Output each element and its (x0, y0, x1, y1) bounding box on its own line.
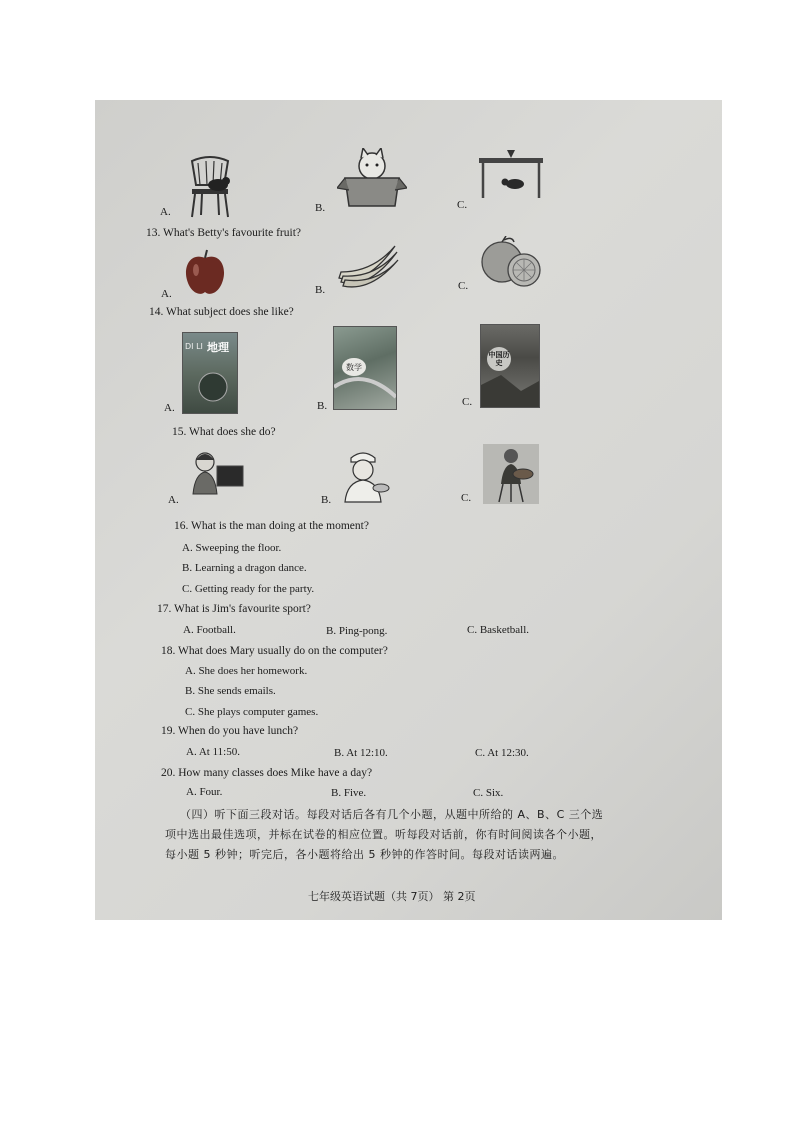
q19-question: 19. When do you have lunch? (161, 725, 299, 737)
q14-question: 14. What subject does she like? (149, 306, 294, 318)
table-with-cat-icon (477, 148, 545, 200)
q18-option-c: C. She plays computer games. (185, 706, 319, 718)
q17-option-b: B. Ping-pong. (326, 625, 388, 637)
bananas-icon (337, 242, 399, 288)
q15-option-c: C. (461, 492, 472, 504)
q19-option-b: B. At 12:10. (334, 747, 388, 759)
chair-with-cat-icon (180, 155, 240, 219)
musician-icon (483, 444, 539, 504)
q13-option-c: C. (458, 280, 469, 292)
q20-option-c: C. Six. (473, 787, 504, 799)
q19-option-c: C. At 12:30. (475, 747, 529, 759)
q18-question: 18. What does Mary usually do on the computer? (161, 645, 388, 657)
exam-page-photo (95, 100, 722, 920)
q20-option-a: A. Four. (186, 786, 223, 798)
q13-option-b: B. (315, 284, 326, 296)
q14-option-a: A. (164, 402, 175, 414)
history-book-title: 中国历史 (488, 351, 510, 367)
apple-icon (183, 248, 227, 296)
geography-book-sub: DI LI (185, 342, 203, 351)
q15-question: 15. What does she do? (172, 426, 276, 438)
q15-option-a: A. (168, 494, 179, 506)
q17-option-c: C. Basketball. (467, 624, 530, 636)
q13-option-a: A. (161, 288, 172, 300)
section4-line2: 项中选出最佳选项，并标在试卷的相应位置。听每段对话前，你有时间阅读各个小题， (165, 828, 602, 841)
q15-option-b: B. (321, 494, 332, 506)
q16-option-b: B. Learning a dragon dance. (182, 562, 307, 574)
geography-book-title: 地理 (207, 341, 229, 354)
q14-option-b: B. (317, 400, 328, 412)
history-book-icon (480, 324, 540, 408)
section4-line1: （四）听下面三段对话。每段对话后各有几个小题，从题中所给的 A、B、C 三个选 (180, 808, 604, 821)
oranges-icon (480, 236, 542, 288)
q16-question: 16. What is the man doing at the moment? (174, 520, 369, 532)
q20-option-b: B. Five. (331, 787, 367, 799)
q20-question: 20. How many classes does Mike have a day? (161, 767, 373, 779)
math-book-title: 数学 (346, 363, 362, 372)
q17-option-a: A. Football. (183, 624, 236, 636)
q16-option-c: C. Getting ready for the party. (182, 583, 315, 595)
cat-in-box-icon (337, 148, 407, 210)
q14-option-c: C. (462, 396, 473, 408)
q17-question: 17. What is Jim's favourite sport? (157, 603, 311, 615)
q12-option-a: A. (160, 206, 171, 218)
geography-book-icon (182, 332, 238, 414)
q13-question: 13. What's Betty's favourite fruit? (146, 227, 301, 239)
q12-option-b: B. (315, 202, 326, 214)
section4-line3: 每小题 5 秒钟；听完后，各小题将给出 5 秒钟的作答时间。每段对话读两遍。 (165, 848, 564, 861)
teacher-icon (191, 450, 245, 496)
q18-option-a: A. She does her homework. (185, 665, 308, 677)
math-book-icon (333, 326, 397, 410)
q18-option-b: B. She sends emails. (185, 685, 276, 697)
nurse-icon (339, 448, 391, 504)
q16-option-a: A. Sweeping the floor. (182, 542, 282, 554)
page-footer: 七年级英语试题（共 7页） 第 2页 (308, 890, 476, 903)
q12-option-c: C. (457, 199, 468, 211)
q19-option-a: A. At 11:50. (186, 746, 240, 758)
